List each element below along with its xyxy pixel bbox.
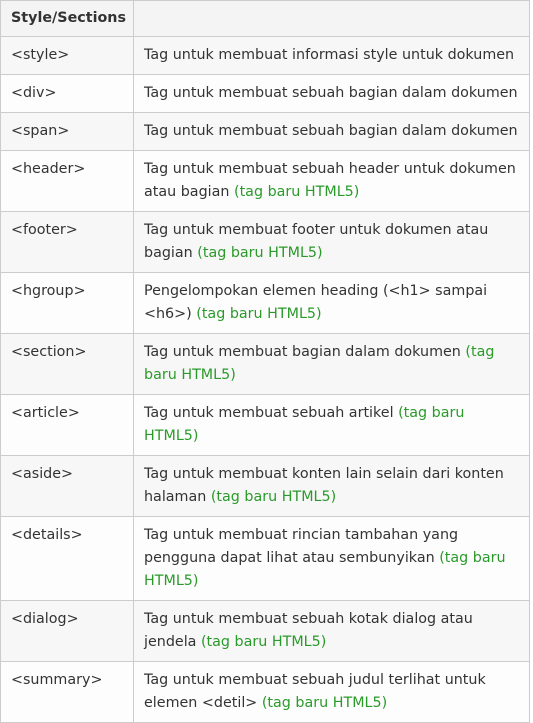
table-header-row — [1, 1, 530, 37]
html5-note: (tag baru HTML5) — [144, 550, 506, 589]
table-row — [1, 662, 530, 723]
tag-cell: <span> — [1, 113, 134, 151]
description-text: Tag untuk membuat bagian dalam dokumen — [144, 344, 461, 360]
description-cell — [134, 662, 530, 723]
description-text: Tag untuk membuat sebuah bagian dalam dokumen — [144, 85, 518, 101]
tag-cell: <style> — [1, 37, 134, 75]
html5-note: (tag baru HTML5) — [144, 344, 495, 383]
description-cell — [134, 273, 530, 334]
html5-note: (tag baru HTML5) — [197, 245, 323, 261]
html5-note: (tag baru HTML5) — [210, 489, 337, 505]
description-cell — [134, 37, 530, 75]
description-text: Tag untuk membuat sebuah judul terlihat untuk elemen <detil> — [144, 672, 486, 711]
html5-note: (tag baru HTML5) — [261, 695, 388, 711]
html5-note: (tag baru HTML5) — [196, 306, 322, 322]
description-cell — [134, 151, 530, 212]
header-description-column — [134, 1, 530, 37]
table-row — [1, 113, 530, 151]
tag-cell: <details> — [1, 517, 134, 601]
description-cell — [134, 334, 530, 395]
tag-cell: <footer> — [1, 212, 134, 273]
tag-cell: <aside> — [1, 456, 134, 517]
description-text: Tag untuk membuat rincian tambahan yang pengguna dapat lihat atau sembunyikan — [144, 527, 459, 566]
table-row — [1, 601, 530, 662]
description-cell — [134, 601, 530, 662]
description-cell — [134, 212, 530, 273]
html5-note: (tag baru HTML5) — [234, 184, 360, 200]
description-text: Tag untuk membuat sebuah artikel — [144, 405, 394, 421]
table-row — [1, 517, 530, 601]
table-row — [1, 37, 530, 75]
description-text: Tag untuk membuat sebuah header untuk dokumen atau bagian — [144, 161, 516, 200]
table-row — [1, 75, 530, 113]
table-row — [1, 151, 530, 212]
description-cell — [134, 113, 530, 151]
table-row — [1, 212, 530, 273]
description-text: Tag untuk membuat sebuah bagian dalam dokumen — [144, 123, 518, 139]
description-cell — [134, 75, 530, 113]
tag-cell: <dialog> — [1, 601, 134, 662]
tag-cell: <article> — [1, 395, 134, 456]
description-text: Pengelompokan elemen heading (<h1> sampai <h6>) — [144, 283, 488, 322]
table-row — [1, 456, 530, 517]
tag-cell: <header> — [1, 151, 134, 212]
description-text: Tag untuk membuat sebuah kotak dialog atau jendela — [144, 611, 473, 650]
table-row — [1, 273, 530, 334]
description-cell — [134, 395, 530, 456]
tag-cell: <hgroup> — [1, 273, 134, 334]
html5-note: (tag baru HTML5) — [200, 634, 327, 650]
description-text: Tag untuk membuat konten lain selain dari konten halaman — [144, 466, 504, 505]
header-tag-column: Style/Sections — [1, 1, 134, 37]
tag-cell: <section> — [1, 334, 134, 395]
description-cell — [134, 517, 530, 601]
description-cell — [134, 456, 530, 517]
description-text: Tag untuk membuat footer untuk dokumen atau bagian — [144, 222, 489, 261]
description-text: Tag untuk membuat informasi style untuk dokumen — [144, 47, 515, 63]
html5-note: (tag baru HTML5) — [144, 405, 465, 444]
table-row — [1, 395, 530, 456]
tag-cell: <div> — [1, 75, 134, 113]
tag-cell: <summary> — [1, 662, 134, 723]
table-row — [1, 334, 530, 395]
